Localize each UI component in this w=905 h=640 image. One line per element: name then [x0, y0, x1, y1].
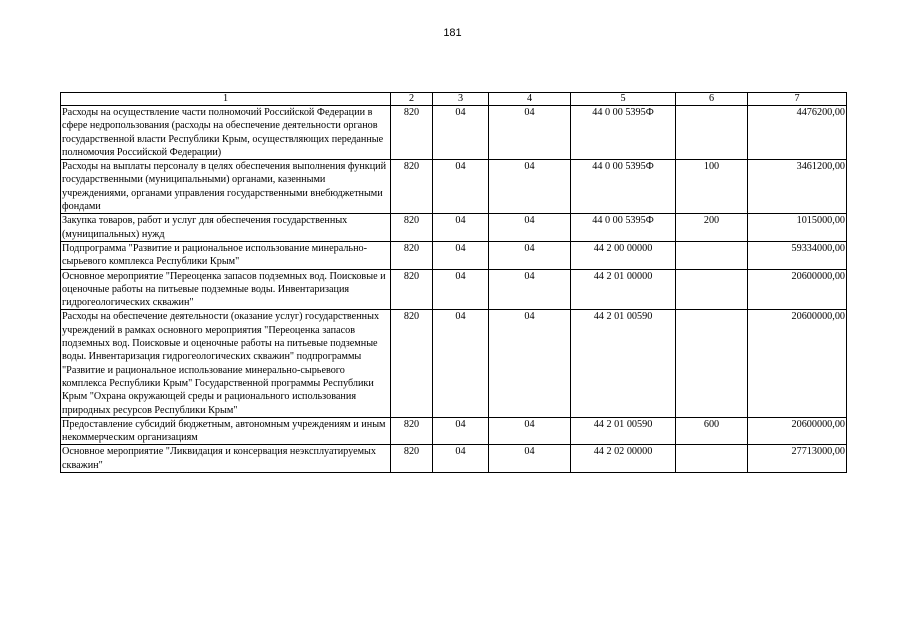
row-pr: 04	[489, 241, 571, 269]
row-csr: 44 2 00 00000	[571, 241, 676, 269]
row-name: Расходы на обеспечение деятельности (оказание услуг) государственных учреждений в рамках основного мероприятия "Переоценка запасов подземных вод. Поисковые и оценочные работы на питьевые подземные воды. Инвентаризация гидрогеологических скважин" подпрограммы "Развитие и рациональное использование минерально-сырьевого комплекса Республики Крым" Государственной программы Республики Крым "Охрана окружающей среды и рационального использования природных ресурсов Республики Крым"	[61, 310, 391, 417]
row-amount: 20600000,00	[748, 417, 847, 445]
row-vr	[676, 269, 748, 310]
row-pr: 04	[489, 106, 571, 160]
row-csr: 44 2 01 00000	[571, 269, 676, 310]
table-row	[61, 241, 847, 269]
row-name: Закупка товаров, работ и услуг для обеспечения государственных (муниципальных) нужд	[61, 214, 391, 242]
row-csr: 44 2 02 00000	[571, 445, 676, 473]
header-row	[61, 93, 847, 106]
row-vr	[676, 310, 748, 417]
row-ved: 820	[391, 417, 433, 445]
header-col-5: 5	[571, 93, 676, 106]
header-col-2: 2	[391, 93, 433, 106]
row-vr: 100	[676, 160, 748, 214]
table-row	[61, 269, 847, 310]
row-name: Основное мероприятие "Переоценка запасов подземных вод. Поисковые и оценочные работы на питьевые подземные воды. Инвентаризация гидрогеологических скважин"	[61, 269, 391, 310]
row-rz: 04	[433, 445, 489, 473]
header-col-1: 1	[61, 93, 391, 106]
table-row	[61, 106, 847, 160]
row-pr: 04	[489, 310, 571, 417]
row-pr: 04	[489, 417, 571, 445]
row-vr	[676, 106, 748, 160]
row-name: Расходы на выплаты персоналу в целях обеспечения выполнения функций государственными (муниципальными) органами, казенными учреждениями, органами управления государственными внебюджетными фондами	[61, 160, 391, 214]
header-col-3: 3	[433, 93, 489, 106]
row-ved: 820	[391, 445, 433, 473]
row-pr: 04	[489, 214, 571, 242]
row-name: Предоставление субсидий бюджетным, автономным учреждениям и иным некоммерческим организациям	[61, 417, 391, 445]
row-pr: 04	[489, 160, 571, 214]
row-name: Подпрограмма "Развитие и рациональное использование минерально-сырьевого комплекса Республики Крым"	[61, 241, 391, 269]
row-csr: 44 2 01 00590	[571, 417, 676, 445]
row-name: Расходы на осуществление части полномочий Российской Федерации в сфере недропользования (расходы на обеспечение деятельности органов государственной власти Республики Крым, осуществляющих переданные полномочия Российской Федерации)	[61, 106, 391, 160]
row-name: Основное мероприятие "Ликвидация и консервация неэксплуатируемых скважин"	[61, 445, 391, 473]
row-pr: 04	[489, 269, 571, 310]
table-row	[61, 417, 847, 445]
row-vr	[676, 445, 748, 473]
budget-table	[60, 92, 847, 473]
row-rz: 04	[433, 310, 489, 417]
row-amount: 20600000,00	[748, 310, 847, 417]
row-rz: 04	[433, 160, 489, 214]
row-rz: 04	[433, 269, 489, 310]
page-number: 181	[443, 27, 462, 39]
row-rz: 04	[433, 106, 489, 160]
row-vr: 200	[676, 214, 748, 242]
row-ved: 820	[391, 241, 433, 269]
row-rz: 04	[433, 417, 489, 445]
row-rz: 04	[433, 241, 489, 269]
row-amount: 59334000,00	[748, 241, 847, 269]
table-row	[61, 310, 847, 417]
row-csr: 44 0 00 5395Ф	[571, 214, 676, 242]
row-ved: 820	[391, 214, 433, 242]
row-ved: 820	[391, 310, 433, 417]
row-vr: 600	[676, 417, 748, 445]
row-amount: 4476200,00	[748, 106, 847, 160]
row-amount: 3461200,00	[748, 160, 847, 214]
row-csr: 44 0 00 5395Ф	[571, 106, 676, 160]
row-rz: 04	[433, 214, 489, 242]
header-col-6: 6	[676, 93, 748, 106]
row-ved: 820	[391, 269, 433, 310]
header-col-4: 4	[489, 93, 571, 106]
row-vr	[676, 241, 748, 269]
row-amount: 1015000,00	[748, 214, 847, 242]
header-col-7: 7	[748, 93, 847, 106]
table-row	[61, 160, 847, 214]
row-ved: 820	[391, 106, 433, 160]
table-row	[61, 214, 847, 242]
row-ved: 820	[391, 160, 433, 214]
table-row	[61, 445, 847, 473]
row-amount: 20600000,00	[748, 269, 847, 310]
row-pr: 04	[489, 445, 571, 473]
row-csr: 44 0 00 5395Ф	[571, 160, 676, 214]
row-csr: 44 2 01 00590	[571, 310, 676, 417]
row-amount: 27713000,00	[748, 445, 847, 473]
